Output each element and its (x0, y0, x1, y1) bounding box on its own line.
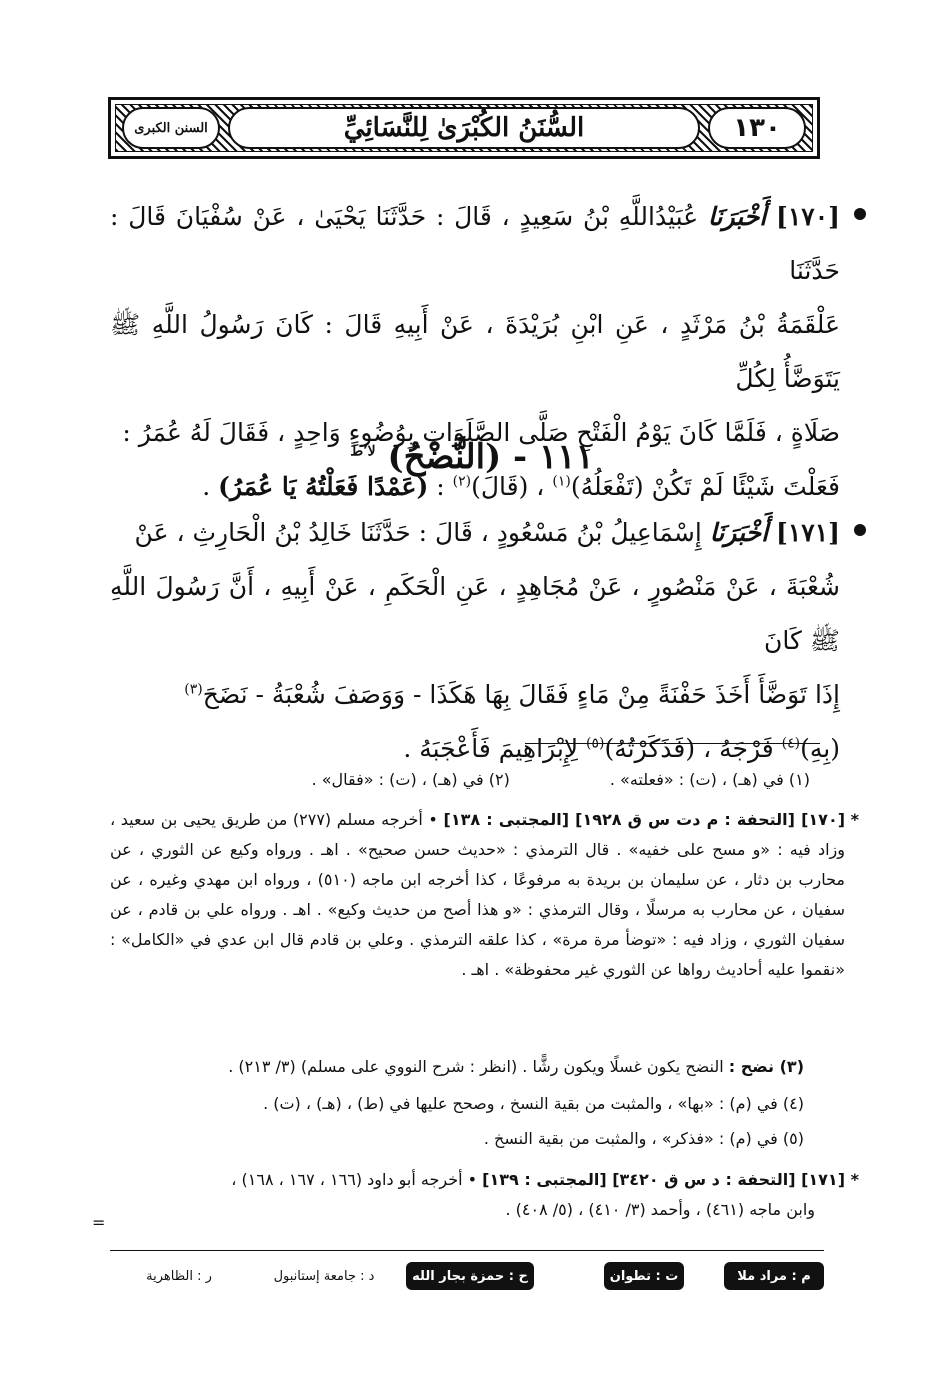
hadith-quote: (عَمْدًا فَعَلْتُهُ يَا عُمَرُ) (218, 472, 429, 501)
hadith-text: فَرْجَهُ ، (فَذَكَرْتُهُ) (604, 734, 774, 763)
hadith-171 (110, 506, 840, 776)
hadith-text: . (202, 472, 211, 501)
siglum-t: ت : تطوان (604, 1262, 684, 1290)
hadith-text: : (436, 472, 445, 501)
chapter-title: ١١١ - (النَّضْحُ) (387, 437, 594, 477)
footnote-ref: (٥) (586, 735, 605, 752)
footnote-text: النضح يكون غسلًا ويكون رشًّا . (انظر : شرح النووي على مسلم) (٣/ ٢١٣) . (228, 1057, 724, 1076)
siglum-h: ح : حمزة بجار الله (406, 1262, 534, 1290)
footnote-ref: (٣) (184, 681, 203, 698)
hadith-number: [١٧٠] (776, 202, 841, 231)
page-number: ١٣٠ (708, 107, 806, 149)
hadith-line (110, 506, 840, 560)
hadith-line: عَلْقَمَةُ بْنُ مَرْثَدٍ ، عَنِ ابْنِ بُرَيْدَةَ ، عَنْ أَبِيهِ قَالَ : كَانَ رَسُولُ اللَّهِ ﷺ يَتَوَضَّأُ لِكُلِّ (110, 310, 840, 393)
header-ornament (115, 104, 813, 152)
takhrij-text: • أخرجه مسلم (٢٧٧) من طريق يحيى بن سعيد ، وزاد فيه : «و مسح على خفيه» . قال الترمذي : «حديث حسن صحيح» . اهـ . ورواه وكيع عن الثوري ، عن محارب بن دثار ، عن سليمان بن بريدة به مرفوعًا ، كذا أخرجه ابن ماجه (٥١٠) ، ورواه ابن مهدي وغيره ، عن سفيان ، عن محارب به مرسلًا ، وقال الترمذي : «و هذا أصح من حديث وكيع» . اهـ . ورواه علي بن قادم ، عن سفيان الثوري ، وزاد فيه : «توضأ مرة مرة» ، كذا علقه الترمذي . وعلي بن قادم قال ابن عدي في «الكامل» : «نقموا عليه أحاديث رواها عن الثوري غير محفوظة» . اهـ . (110, 810, 846, 979)
page-header (108, 97, 820, 159)
bullet-icon (854, 208, 866, 220)
footnote-ref: (٤) (781, 735, 801, 752)
takhrij-ref: [١٧٠] [التحفة : م دت س ق ١٩٢٨] [المجتبى : ١٣٨] (443, 810, 846, 829)
hadith-line (110, 722, 840, 776)
hadith-text: لِإِبْرَاهِيمَ فَأَعْجَبَهُ . (403, 734, 579, 763)
footnote-4: (٤) في (م) : «بها» ، والمثبت من بقية النسخ ، وصحح عليها في (ط) ، (هـ) ، (ت) . (263, 1094, 804, 1113)
hadith-number: [١٧١] (776, 518, 840, 547)
footnote-label: (٣) نضح : (728, 1057, 804, 1076)
hadith-text: فَعَلْتَ شَيْئًا لَمْ تَكُنْ (تَفْعَلُهُ) (570, 472, 840, 501)
hadith-text: (بِهِ) (800, 734, 840, 763)
footnote-2: (٢) في (هـ) ، (ت) : «فقال» . (311, 770, 510, 789)
footnote-5: (٥) في (م) : «فذكر» ، والمثبت من بقية النسخ . (483, 1129, 804, 1148)
manuscript-sigla (110, 1262, 824, 1292)
hadith-text: عُبَيْدُاللَّهِ بْنُ سَعِيدٍ ، قَالَ : حَدَّثَنَا يَحْيَىٰ ، عَنْ سُفْيَانَ قَالَ : حَدَّثَنَا (110, 202, 840, 285)
footer-rule (110, 1250, 824, 1251)
hadith-line (110, 190, 840, 298)
title-cartouche (228, 107, 700, 149)
footnote-ref: (١) (552, 473, 571, 490)
footnote-3 (144, 1057, 804, 1076)
takhrij-170 (110, 805, 859, 985)
hadith-text: إِسْمَاعِيلُ بْنُ مَسْعُودٍ ، قَالَ : حَدَّثَنَا خَالِدُ بْنُ الْحَارِثِ ، عَنْ (134, 518, 702, 547)
siglum-m: م : مراد ملا (724, 1262, 824, 1290)
siglum-d: د : جامعة إستانبول (273, 1268, 375, 1284)
hadith-line: صَلَاةٍ ، فَلَمَّا كَانَ يَوْمُ الْفَتْحِ صَلَّى الصَّلَوَاتِ بِوُضُوءٍ وَاحِدٍ ، فَقَالَ لَهُ عُمَرُ : (122, 418, 840, 447)
akhbarana-word: أَخْبَرَنَا (707, 202, 767, 231)
takhrij-ref: [١٧١] [التحفة : د س ق ٣٤٢٠] [المجتبى : ١٣٩] (482, 1170, 845, 1189)
footnote-1: (١) في (هـ) ، (ت) : «فعلته» . (609, 770, 810, 789)
hadith-text: إِذَا تَوَضَّأَ أَخَذَ حَفْنَةً مِنْ مَاءٍ فَقَالَ بِهَا هَكَذَا - وَوَصَفَ شُعْبَةُ - نَضَحَ (202, 680, 840, 709)
star-icon: * (850, 810, 859, 829)
takhrij-text: وابن ماجه (٤٦١) ، وأحمد (٣/ ٤١٠) ، (٥/ ٤٠٨) . (505, 1200, 815, 1219)
chapter-mark: لا٬ط (350, 443, 376, 460)
hadith-text: ، (قَالَ) (471, 472, 545, 501)
footnote-ref: (٢) (452, 473, 472, 490)
hadith-line (110, 668, 840, 722)
siglum-r: ر : الظاهرية (146, 1268, 212, 1284)
continuation-mark: = (92, 1213, 106, 1232)
bullet-icon (854, 524, 866, 536)
takhrij-171 (110, 1165, 859, 1225)
hadith-line: شُعْبَةَ ، عَنْ مَنْصُورٍ ، عَنْ مُجَاهِدٍ ، عَنِ الْحَكَمِ ، عَنْ أَبِيهِ ، أَنَّ رَسُولَ اللَّهِ ﷺ كَانَ (110, 572, 840, 655)
chapter-heading (0, 437, 944, 477)
book-title: السُّنَنُ الكُبْرَىٰ لِلنَّسَائِيِّ (343, 113, 585, 143)
emblem-logo: السنن الكبرى (122, 107, 220, 149)
footnotes-top (110, 770, 810, 789)
takhrij-text: • أخرجه أبو داود (١٦٦ ، ١٦٧ ، ١٦٨) ، (231, 1170, 478, 1189)
footnote-separator (525, 743, 820, 744)
star-icon: * (850, 1170, 859, 1189)
akhbarana-word: أَخْبَرَنَا (709, 518, 769, 547)
